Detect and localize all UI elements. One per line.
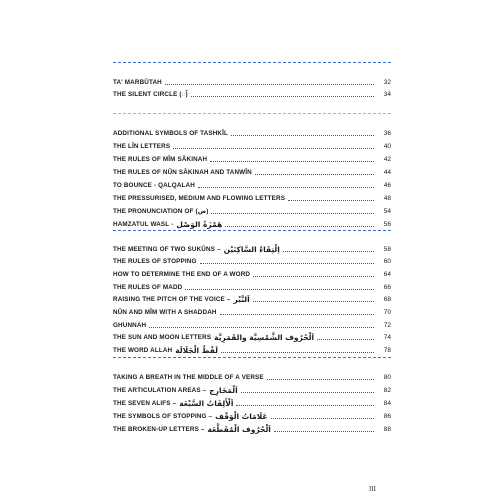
toc-entry[interactable]: [113, 318, 391, 330]
entry-title: THE SUN AND MOON LETTERS: [113, 334, 212, 341]
entry-title: THE SYMBOLS OF STOPPING –: [113, 413, 213, 420]
toc-entry[interactable]: [113, 139, 391, 151]
dot-leader: [220, 314, 374, 315]
dot-leader: [221, 352, 374, 353]
entry-title: THE ARTICULATION AREAS –: [113, 387, 207, 394]
entry-title: THE WORD ALLAH: [113, 347, 173, 354]
entry-arabic: اَلْحُرُوف الشَّمْسِيَّة والقَمَرِيَّة: [214, 333, 315, 342]
entry-page: 46: [383, 182, 391, 189]
entry-page: 68: [383, 296, 391, 303]
entry-arabic: لَفْظُ الْجَلَالَة: [175, 346, 218, 355]
entry-title: TO BOUNCE - QALQALAH: [113, 182, 195, 189]
entry-title: THE SILENT CIRCLE (◌ۡ): [113, 91, 188, 98]
entry-page: 54: [383, 208, 391, 215]
entry-arabic: اَلْأَلِفَاتُ السَّبْعَة: [179, 399, 234, 408]
entry-title: HAMZATUL WASL -: [113, 221, 174, 228]
dot-leader: [236, 405, 374, 406]
toc-entry[interactable]: [113, 217, 391, 229]
toc-entry[interactable]: [113, 75, 391, 87]
entry-page: 70: [383, 309, 391, 316]
dot-leader: [271, 418, 374, 419]
toc-entry[interactable]: [113, 383, 391, 395]
dot-leader: [253, 276, 374, 277]
toc-entry[interactable]: [113, 330, 391, 342]
section-divider: [113, 230, 391, 231]
entry-page: 58: [383, 246, 391, 253]
dot-leader: [211, 213, 374, 214]
dot-leader: [198, 187, 374, 188]
dot-leader: [225, 226, 374, 227]
dot-leader: [317, 339, 374, 340]
toc-entry[interactable]: [113, 126, 391, 138]
entry-title: GHUNNAH: [113, 322, 147, 329]
entry-title: THE PRONUNCIATION OF (ض): [113, 208, 209, 215]
toc-entry[interactable]: [113, 152, 391, 164]
entry-page: 64: [383, 271, 391, 278]
dot-leader: [283, 251, 374, 252]
entry-page: 34: [383, 91, 391, 98]
entry-page: 36: [383, 130, 391, 137]
entry-arabic: اَلْحُرُوف الْمُقَطَّعَة: [207, 425, 271, 434]
entry-page: 78: [383, 347, 391, 354]
dot-leader: [200, 263, 374, 264]
section-divider: [113, 62, 391, 63]
entry-title: HOW TO DETERMINE THE END OF A WORD: [113, 271, 251, 278]
entry-page: 84: [383, 400, 391, 407]
entry-page: 42: [383, 156, 391, 163]
entry-page: 60: [383, 258, 391, 265]
toc-section-1: [113, 62, 391, 98]
toc-entry[interactable]: [113, 191, 391, 203]
dot-leader: [191, 96, 374, 97]
entry-arabic: هَمْزَةُ الوَصْل: [176, 220, 223, 229]
entry-title: ADDITIONAL SYMBOLS OF TASHKĪL: [113, 130, 229, 137]
dot-leader: [231, 135, 374, 136]
entry-page: 44: [383, 169, 391, 176]
entry-arabic: اَلْمَخَارِج: [209, 386, 238, 395]
entry-title: THE RULES OF STOPPING: [113, 258, 197, 265]
toc-entry[interactable]: [113, 305, 391, 317]
toc-entry[interactable]: [113, 267, 391, 279]
toc-entry[interactable]: [113, 87, 391, 99]
section-divider: [113, 113, 391, 114]
entry-title: THE BROKEN-UP LETTERS –: [113, 426, 205, 433]
entry-page: 88: [383, 426, 391, 433]
dot-leader: [274, 431, 374, 432]
entry-page: 48: [383, 195, 391, 202]
toc-entry[interactable]: [113, 409, 391, 421]
entry-page: 80: [383, 374, 391, 381]
entry-arabic: عَلَامَاتُ الْوَقْف: [215, 412, 268, 421]
entry-title: RAISING THE PITCH OF THE VOICE –: [113, 296, 231, 303]
toc-entry[interactable]: [113, 165, 391, 177]
dot-leader: [149, 327, 374, 328]
toc-entry[interactable]: [113, 254, 391, 266]
entry-title: THE MEETING OF TWO SUKŪNS –: [113, 246, 221, 253]
entry-title: THE SEVEN ALIFS –: [113, 400, 177, 407]
entry-page: 74: [383, 334, 391, 341]
entry-page: 82: [383, 387, 391, 394]
dot-leader: [173, 148, 374, 149]
toc-section-2: [113, 113, 391, 229]
dot-leader: [255, 174, 374, 175]
entry-title: THE PRESSURISED, MEDIUM AND FLOWING LETTERS: [113, 195, 286, 202]
entry-page: 40: [383, 143, 391, 150]
entry-page: 86: [383, 413, 391, 420]
toc-entry[interactable]: [113, 178, 391, 190]
toc-entry[interactable]: [113, 370, 391, 382]
entry-page: 56: [383, 221, 391, 228]
toc-entry[interactable]: [113, 280, 391, 292]
toc-entry[interactable]: [113, 343, 391, 355]
toc-entry[interactable]: [113, 292, 391, 304]
dot-leader: [165, 84, 374, 85]
toc-entry[interactable]: [113, 204, 391, 216]
entry-title: THE RULES OF NŪN SĀKINAH AND TANWĪN: [113, 169, 252, 176]
toc-entry[interactable]: [113, 396, 391, 408]
dot-leader: [267, 379, 374, 380]
entry-title: NŪN AND MĪM WITH A SHADDAH: [113, 309, 217, 316]
dot-leader: [241, 392, 374, 393]
toc-entry[interactable]: [113, 242, 391, 254]
entry-title: TAKING A BREATH IN THE MIDDLE OF A VERSE: [113, 374, 264, 381]
entry-title: THE RULES OF MĪM SĀKINAH: [113, 156, 208, 163]
entry-title: TA' MARBŪTAH: [113, 79, 162, 86]
entry-title: THE LĪN LETTERS: [113, 143, 171, 150]
entry-title: THE RULES OF MADD: [113, 284, 183, 291]
entry-page: 66: [383, 284, 391, 291]
page-folio: III: [369, 485, 376, 493]
dot-leader: [253, 301, 374, 302]
entry-page: 32: [383, 79, 391, 86]
toc-section-3: [113, 230, 391, 355]
entry-page: 72: [383, 322, 391, 329]
entry-arabic: اَلنَّبْر: [233, 295, 250, 304]
toc-entry[interactable]: [113, 422, 391, 434]
section-divider: [113, 357, 391, 358]
dot-leader: [210, 161, 374, 162]
dot-leader: [288, 200, 374, 201]
dot-leader: [185, 289, 374, 290]
entry-arabic: اِلْتِقَاءُ السَّاكِنَيْن: [223, 245, 280, 254]
toc-section-4: [113, 357, 391, 434]
